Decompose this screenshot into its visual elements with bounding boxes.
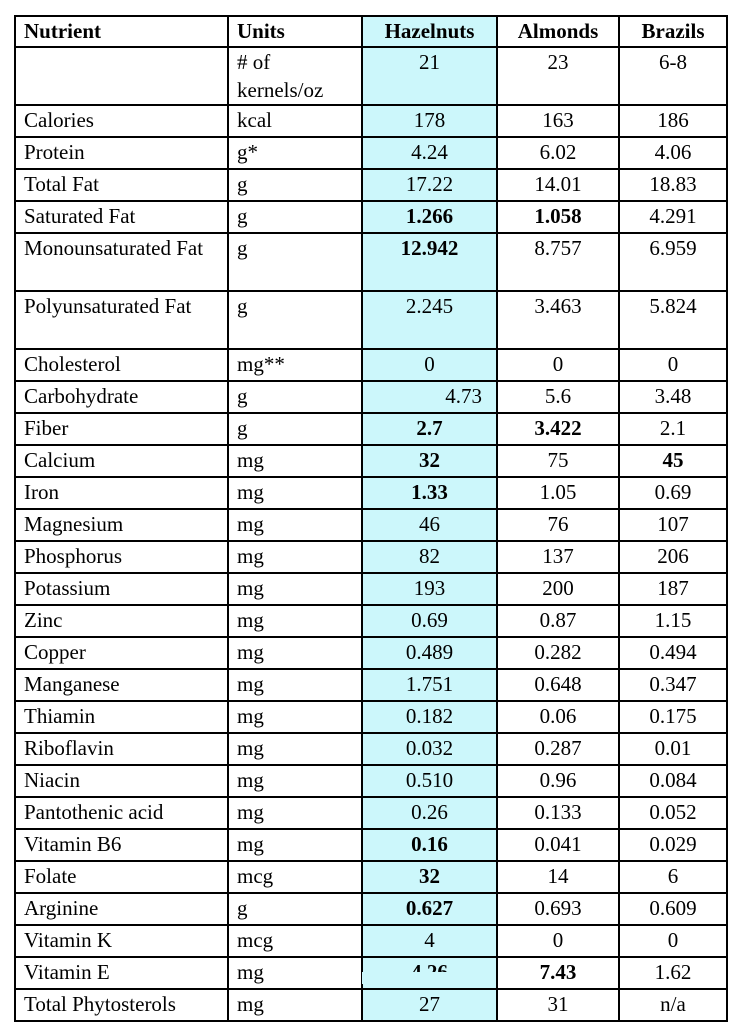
cell-nutrient: Copper — [15, 637, 228, 669]
table-row — [15, 201, 727, 233]
table-row — [15, 925, 727, 957]
cell-units: mg — [228, 509, 362, 541]
cell-brazils: 0.69 — [619, 477, 727, 509]
cell-hazelnuts: 178 — [362, 105, 497, 137]
cell-nutrient: Total Phytosterols — [15, 989, 228, 1021]
cell-nutrient: Folate — [15, 861, 228, 893]
cell-units: g — [228, 381, 362, 413]
cell-units: g — [228, 201, 362, 233]
cell-almonds: 23 — [497, 47, 619, 105]
cell-hazelnuts: 1.751 — [362, 669, 497, 701]
cell-hazelnuts: 32 — [362, 861, 497, 893]
cell-brazils: 5.824 — [619, 291, 727, 349]
table-row — [15, 605, 727, 637]
table-row — [15, 829, 727, 861]
cell-hazelnuts: 0.627 — [362, 893, 497, 925]
cell-nutrient: Magnesium — [15, 509, 228, 541]
cell-brazils: 1.62 — [619, 957, 727, 989]
cell-almonds: 3.463 — [497, 291, 619, 349]
table-row — [15, 477, 727, 509]
cell-nutrient: Polyunsaturated Fat — [15, 291, 228, 349]
cell-units: g — [228, 169, 362, 201]
cell-units: mg — [228, 829, 362, 861]
cell-hazelnuts: 4 — [362, 925, 497, 957]
cell-units: g — [228, 291, 362, 349]
cell-units: mcg — [228, 861, 362, 893]
cell-units: mg — [228, 445, 362, 477]
table-row — [15, 797, 727, 829]
table-row — [15, 573, 727, 605]
cell-almonds: 137 — [497, 541, 619, 573]
table-row — [15, 413, 727, 445]
cell-nutrient: Arginine — [15, 893, 228, 925]
cell-hazelnuts: 17.22 — [362, 169, 497, 201]
cell-units: g* — [228, 137, 362, 169]
table-row — [15, 381, 727, 413]
cell-nutrient: Vitamin E — [15, 957, 228, 989]
table-row — [15, 445, 727, 477]
cell-brazils: 0.347 — [619, 669, 727, 701]
cell-hazelnuts: 0.489 — [362, 637, 497, 669]
table-row — [15, 765, 727, 797]
hazelnut-highlight-tail — [362, 972, 494, 984]
cell-nutrient — [15, 47, 228, 105]
cell-nutrient: Thiamin — [15, 701, 228, 733]
cell-hazelnuts: 0.69 — [362, 605, 497, 637]
cell-nutrient: Saturated Fat — [15, 201, 228, 233]
cell-brazils: 206 — [619, 541, 727, 573]
cell-almonds: 6.02 — [497, 137, 619, 169]
cell-brazils: 6.959 — [619, 233, 727, 291]
cell-units: mg — [228, 573, 362, 605]
table-row — [15, 233, 727, 291]
cell-nutrient: Zinc — [15, 605, 228, 637]
cell-brazils: 4.291 — [619, 201, 727, 233]
cell-almonds: 0.648 — [497, 669, 619, 701]
cell-nutrient: Manganese — [15, 669, 228, 701]
cell-almonds: 3.422 — [497, 413, 619, 445]
cell-almonds: 0.282 — [497, 637, 619, 669]
cell-nutrient: Riboflavin — [15, 733, 228, 765]
cell-brazils: 18.83 — [619, 169, 727, 201]
table-row — [15, 169, 727, 201]
cell-almonds: 0.96 — [497, 765, 619, 797]
table-header-row — [15, 16, 727, 47]
cell-almonds: 200 — [497, 573, 619, 605]
cell-almonds: 0.693 — [497, 893, 619, 925]
nutrient-comparison-table — [14, 15, 728, 1022]
cell-hazelnuts: 27 — [362, 989, 497, 1021]
table-row — [15, 701, 727, 733]
table-row — [15, 541, 727, 573]
cell-units: mg — [228, 669, 362, 701]
cell-almonds: 31 — [497, 989, 619, 1021]
cell-hazelnuts: 82 — [362, 541, 497, 573]
header-almonds: Almonds — [497, 16, 619, 47]
cell-hazelnuts: 0.510 — [362, 765, 497, 797]
header-brazils: Brazils — [619, 16, 727, 47]
cell-hazelnuts: 0.16 — [362, 829, 497, 861]
cell-brazils: 0 — [619, 349, 727, 381]
cell-almonds: 14.01 — [497, 169, 619, 201]
cell-nutrient: Monounsaturated Fat — [15, 233, 228, 291]
table-row — [15, 861, 727, 893]
cell-almonds: 0.06 — [497, 701, 619, 733]
cell-hazelnuts: 21 — [362, 47, 497, 105]
cell-almonds: 14 — [497, 861, 619, 893]
cell-hazelnuts: 4.24 — [362, 137, 497, 169]
table-row — [15, 105, 727, 137]
cell-units: mg — [228, 477, 362, 509]
cell-nutrient: Calories — [15, 105, 228, 137]
cell-brazils: 6 — [619, 861, 727, 893]
cell-brazils: 0.175 — [619, 701, 727, 733]
cell-units: # of kernels/oz — [228, 47, 362, 105]
cell-almonds: 0 — [497, 349, 619, 381]
cell-units: mg — [228, 605, 362, 637]
cell-almonds: 0.041 — [497, 829, 619, 861]
cell-nutrient: Niacin — [15, 765, 228, 797]
table-row — [15, 733, 727, 765]
cell-nutrient: Potassium — [15, 573, 228, 605]
cell-units: mg** — [228, 349, 362, 381]
cell-brazils: 0.609 — [619, 893, 727, 925]
table-row — [15, 137, 727, 169]
cell-brazils: 187 — [619, 573, 727, 605]
cell-brazils: 0.052 — [619, 797, 727, 829]
cell-hazelnuts: 12.942 — [362, 233, 497, 291]
cell-almonds: 163 — [497, 105, 619, 137]
cell-hazelnuts: 46 — [362, 509, 497, 541]
header-nutrient: Nutrient — [15, 16, 228, 47]
cell-brazils: 107 — [619, 509, 727, 541]
cell-brazils: 0 — [619, 925, 727, 957]
cell-brazils: 186 — [619, 105, 727, 137]
cell-brazils: 4.06 — [619, 137, 727, 169]
cell-units: mg — [228, 733, 362, 765]
table-row — [15, 637, 727, 669]
cell-brazils: 1.15 — [619, 605, 727, 637]
cell-units: mg — [228, 797, 362, 829]
cell-hazelnuts: 1.266 — [362, 201, 497, 233]
cell-brazils: 3.48 — [619, 381, 727, 413]
cell-nutrient: Vitamin K — [15, 925, 228, 957]
cell-brazils: 2.1 — [619, 413, 727, 445]
cell-nutrient: Pantothenic acid — [15, 797, 228, 829]
cell-nutrient: Carbohydrate — [15, 381, 228, 413]
cell-brazils: 0.494 — [619, 637, 727, 669]
cell-nutrient: Total Fat — [15, 169, 228, 201]
cell-units: g — [228, 233, 362, 291]
cell-nutrient: Phosphorus — [15, 541, 228, 573]
cell-brazils: n/a — [619, 989, 727, 1021]
cell-hazelnuts: 193 — [362, 573, 497, 605]
cell-units: kcal — [228, 105, 362, 137]
table-row — [15, 669, 727, 701]
cell-units: mg — [228, 765, 362, 797]
cell-almonds: 1.05 — [497, 477, 619, 509]
cell-almonds: 8.757 — [497, 233, 619, 291]
cell-hazelnuts: 0.182 — [362, 701, 497, 733]
cell-units: mg — [228, 541, 362, 573]
cell-units: mg — [228, 701, 362, 733]
cell-hazelnuts: 2.245 — [362, 291, 497, 349]
table-row — [15, 349, 727, 381]
table-row — [15, 989, 727, 1021]
cell-units: mg — [228, 637, 362, 669]
cell-nutrient: Protein — [15, 137, 228, 169]
cell-hazelnuts: 1.33 — [362, 477, 497, 509]
cell-nutrient: Fiber — [15, 413, 228, 445]
cell-brazils: 0.029 — [619, 829, 727, 861]
cell-almonds: 0.87 — [497, 605, 619, 637]
cell-hazelnuts: 4.73 — [362, 381, 497, 413]
cell-nutrient: Cholesterol — [15, 349, 228, 381]
cell-almonds: 0.133 — [497, 797, 619, 829]
cell-hazelnuts: 2.7 — [362, 413, 497, 445]
cell-brazils: 45 — [619, 445, 727, 477]
table-row — [15, 893, 727, 925]
cell-almonds: 1.058 — [497, 201, 619, 233]
table-row — [15, 291, 727, 349]
cell-units: mg — [228, 957, 362, 989]
cell-nutrient: Iron — [15, 477, 228, 509]
cell-brazils: 6-8 — [619, 47, 727, 105]
cell-brazils: 0.084 — [619, 765, 727, 797]
cell-nutrient: Vitamin B6 — [15, 829, 228, 861]
cell-units: mcg — [228, 925, 362, 957]
header-hazelnuts: Hazelnuts — [362, 16, 497, 47]
cell-units: g — [228, 893, 362, 925]
cell-almonds: 0.287 — [497, 733, 619, 765]
table-body — [15, 47, 727, 1021]
cell-hazelnuts: 32 — [362, 445, 497, 477]
header-units: Units — [228, 16, 362, 47]
cell-hazelnuts: 0.032 — [362, 733, 497, 765]
cell-almonds: 75 — [497, 445, 619, 477]
cell-brazils: 0.01 — [619, 733, 727, 765]
cell-almonds: 5.6 — [497, 381, 619, 413]
cell-nutrient: Calcium — [15, 445, 228, 477]
cell-units: mg — [228, 989, 362, 1021]
cell-almonds: 7.43 — [497, 957, 619, 989]
cell-hazelnuts: 0 — [362, 349, 497, 381]
cell-almonds: 76 — [497, 509, 619, 541]
table-row — [15, 47, 727, 105]
cell-units: g — [228, 413, 362, 445]
cell-almonds: 0 — [497, 925, 619, 957]
cell-hazelnuts: 0.26 — [362, 797, 497, 829]
table-row — [15, 509, 727, 541]
